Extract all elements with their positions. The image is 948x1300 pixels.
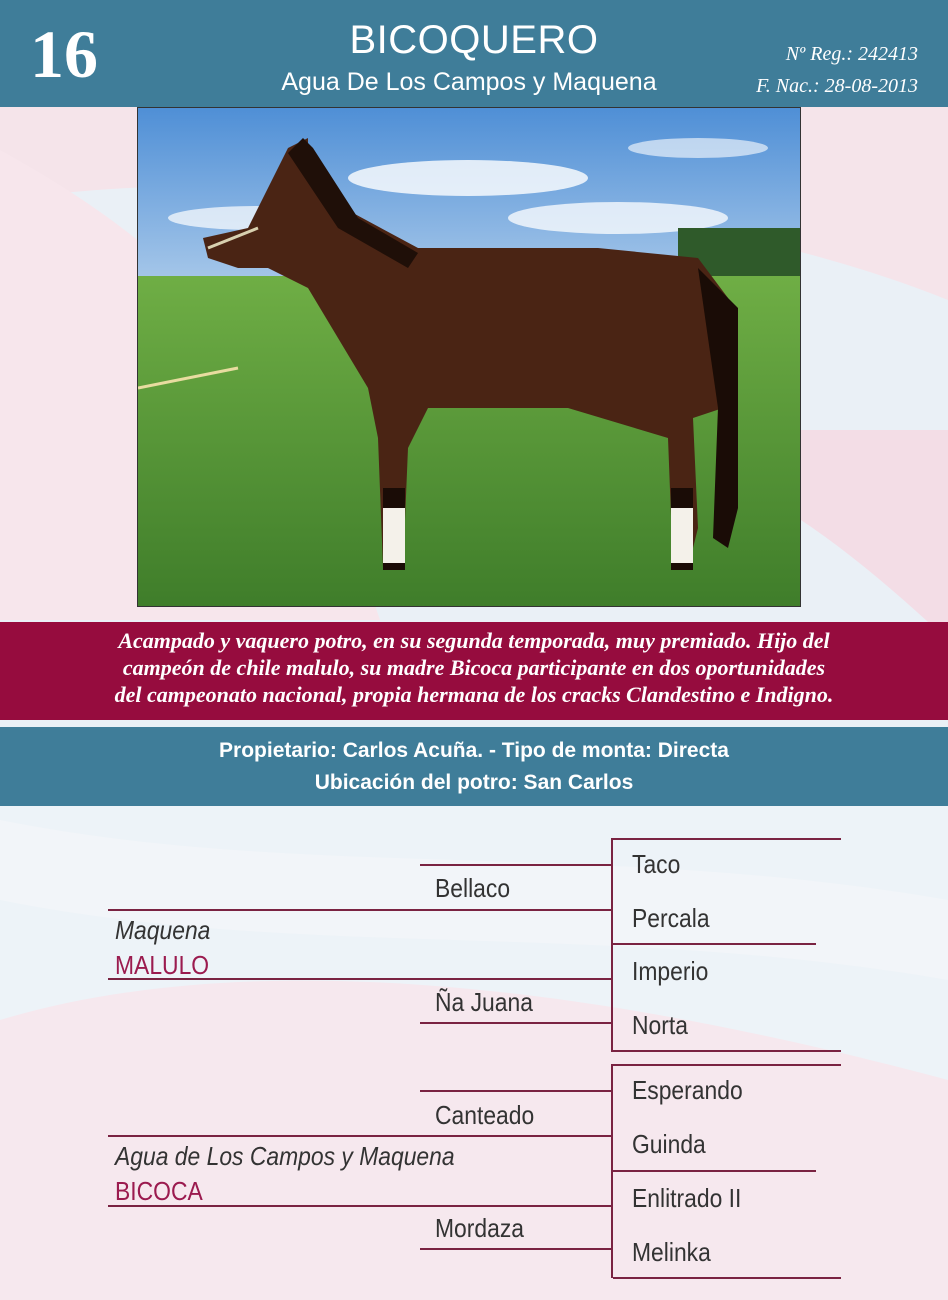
great-grandparent: Imperio [632, 956, 709, 986]
sire-name: MALULO [115, 950, 210, 980]
pedigree-line [108, 1135, 613, 1137]
owner-line: Propietario: Carlos Acuña. - Tipo de monta: Directa [219, 739, 729, 762]
maternal-grandsire: Canteado [435, 1100, 535, 1130]
horse-name: BICOQUERO [349, 18, 599, 62]
registration-number: Nº Reg.: 242413 [785, 43, 918, 65]
pedigree-line [613, 1064, 841, 1066]
great-grandparent: Norta [632, 1010, 688, 1040]
pedigree-line [420, 1248, 613, 1250]
description-band [0, 622, 948, 720]
dam-name: BICOCA [115, 1176, 203, 1206]
description-line: del campeonato nacional, propia hermana de los cracks Clandestino e Indigno. [114, 682, 834, 707]
maternal-granddam: Mordaza [435, 1213, 525, 1243]
great-grandparent: Guinda [632, 1129, 706, 1159]
pedigree-line [420, 864, 613, 866]
pedigree-bracket [611, 838, 613, 1052]
paternal-grandsire: Bellaco [435, 873, 511, 903]
header-bar [0, 0, 948, 107]
pedigree-line [420, 1022, 613, 1024]
paternal-granddam: Ña Juana [435, 987, 533, 1017]
horse-photo-illustration [138, 108, 801, 607]
pedigree-line [613, 943, 816, 945]
great-grandparent: Percala [632, 903, 710, 933]
dam-breeder: Agua de Los Campos y Maquena [115, 1141, 455, 1171]
birth-date: F. Nac.: 28-08-2013 [756, 75, 918, 97]
description-line: campeón de chile malulo, su madre Bicoca participante en dos oportunidades [122, 655, 826, 680]
horse-breeder: Agua De Los Campos y Maquena [281, 68, 657, 96]
great-grandparent: Melinka [632, 1237, 711, 1267]
lot-number: 16 [30, 16, 98, 92]
location-line: Ubicación del potro: San Carlos [314, 771, 634, 794]
horse-photo [137, 107, 801, 607]
great-grandparent: Enlitrado II [632, 1183, 742, 1213]
pedigree-line [613, 1170, 816, 1172]
pedigree-line [613, 838, 841, 840]
great-grandparent: Esperando [632, 1075, 743, 1105]
owner-band [0, 727, 948, 806]
pedigree-line [108, 909, 613, 911]
pedigree-line [613, 1050, 841, 1052]
description-line: Acampado y vaquero potro, en su segunda temporada, muy premiado. Hijo del [118, 628, 830, 653]
pedigree-line [420, 1090, 613, 1092]
great-grandparent: Taco [632, 849, 681, 879]
pedigree-line [613, 1277, 841, 1279]
sire-breeder: Maquena [115, 915, 211, 945]
